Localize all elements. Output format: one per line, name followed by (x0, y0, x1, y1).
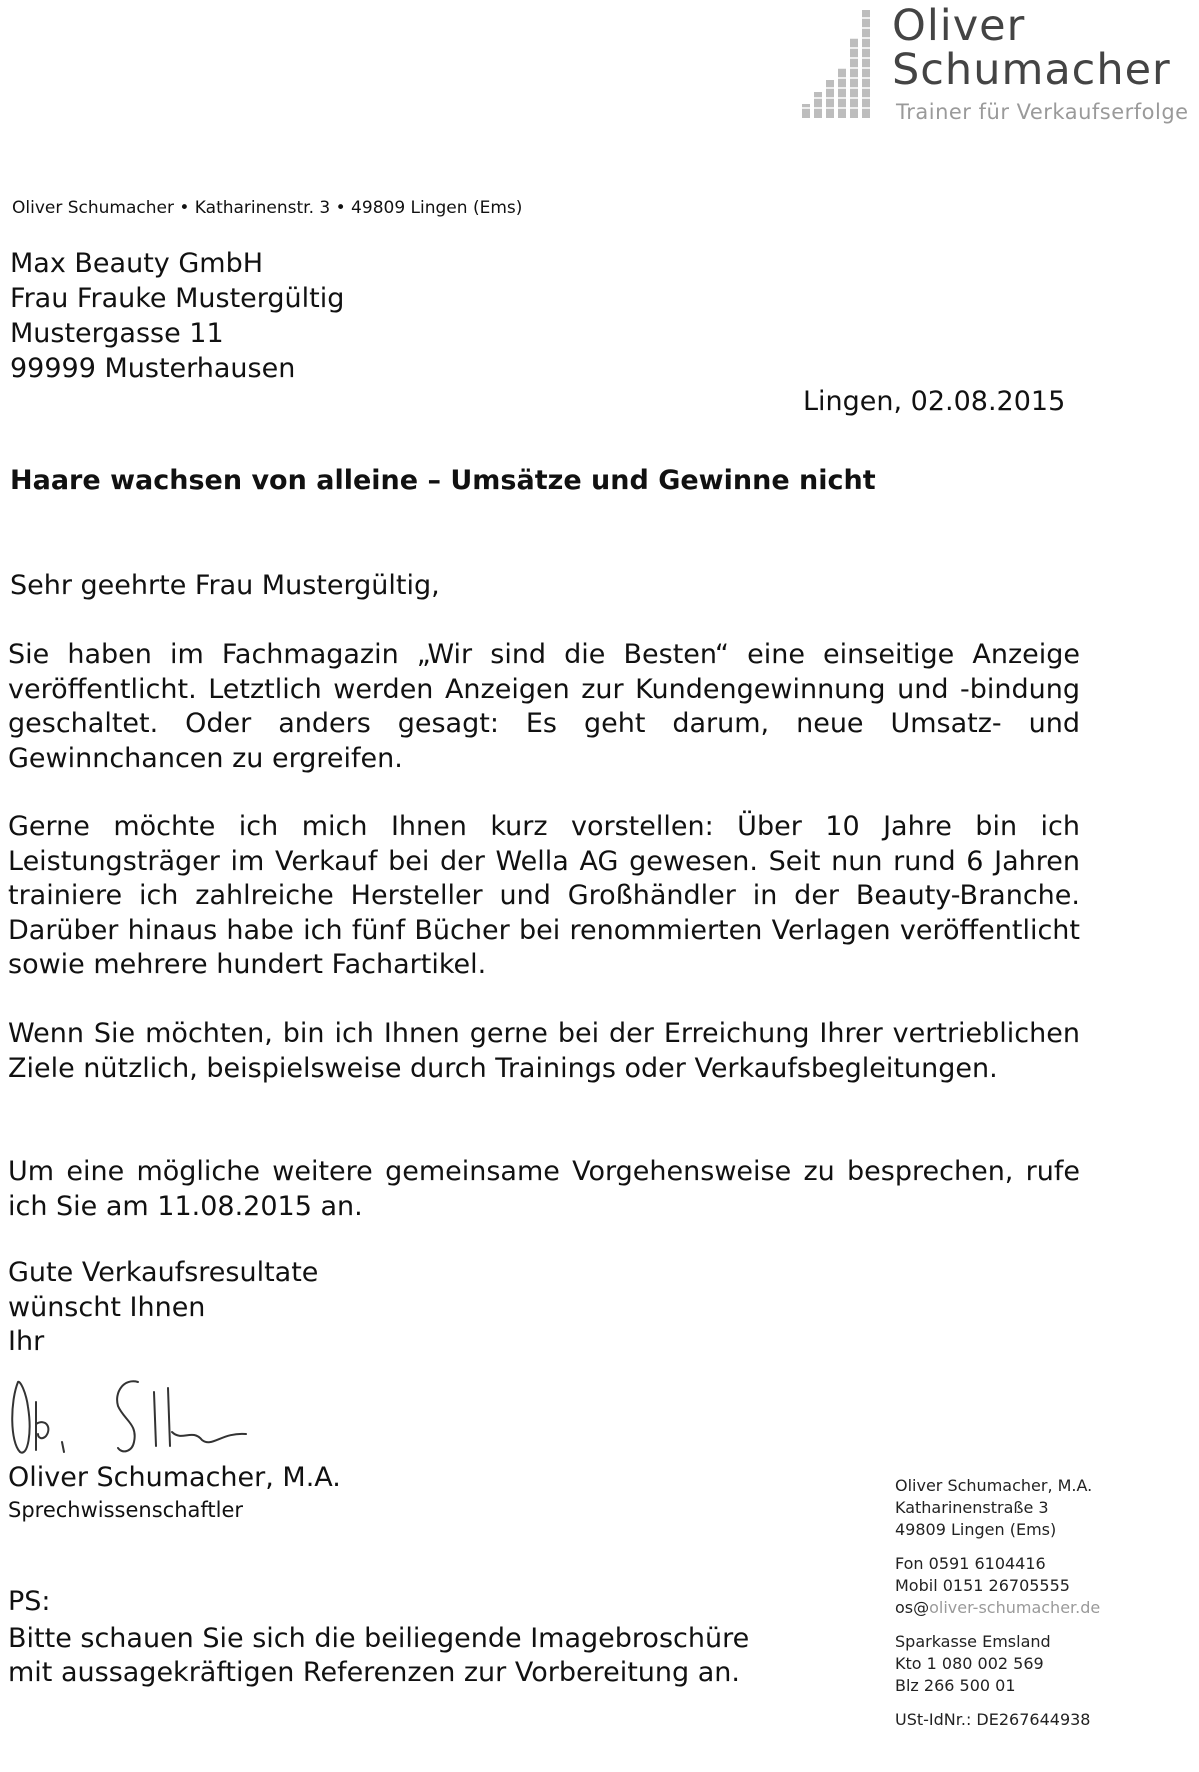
contact-city: 49809 Lingen (Ems) (895, 1520, 1057, 1539)
closing (8, 1256, 318, 1360)
contact-bank-name: Sparkasse Emsland (895, 1632, 1051, 1651)
ps-text (8, 1622, 749, 1690)
body-paragraph: Sie haben im Fachmagazin „Wir sind die Besten“ eine einseitige Anzeige veröffentlicht. Letztlich werden Anzeigen zur Kundengewinnung und -bindung geschaltet. Oder anders gesagt: Es geht darum, neue Umsatz- und Gewinnchancen zu ergreifen. (8, 639, 1080, 774)
recipient-address (10, 246, 344, 386)
signer-name: Oliver Schumacher, M.A. (8, 1462, 341, 1493)
logo-name (892, 1, 1171, 95)
body-paragraph: Wenn Sie möchten, bin ich Ihnen gerne bei der Erreichung Ihrer vertrieblichen Ziele nützlich, beispielsweise durch Trainings oder Verkaufsbegleitungen. (8, 1018, 1080, 1084)
contact-email-user: os@ (895, 1598, 930, 1617)
logo-tagline: Trainer für Verkaufserfolge (896, 100, 1189, 124)
closing-line: Gute Verkaufsresultate (8, 1257, 319, 1288)
handwritten-signature (6, 1362, 256, 1462)
letter-subject: Haare wachsen von alleine – Umsätze und Gewinne nicht (10, 465, 876, 496)
body-paragraph: Gerne möchte ich mich Ihnen kurz vorstellen: Über 10 Jahre bin ich Leistungsträger im Verkauf bei der Wella AG gewesen. Seit nun rund 6 Jahren trainiere ich zahlreiche Hersteller und Großhändler in der Beauty-Branche. Darüber hinaus habe ich fünf Bücher bei renommierten Verlagen veröffentlicht sowie mehrere hundert Fachartikel. (8, 811, 1080, 980)
signer-title: Sprechwissenschaftler (8, 1498, 244, 1522)
logo-bars-graphic (800, 8, 876, 120)
ps-label: PS: (8, 1586, 51, 1617)
recipient-company: Max Beauty GmbH (10, 248, 264, 279)
recipient-person: Frau Frauke Mustergültig (10, 283, 345, 314)
contact-mobile: Mobil 0151 26705555 (895, 1576, 1070, 1595)
contact-email[interactable] (895, 1597, 1100, 1619)
contact-bank (895, 1631, 1100, 1697)
contact-communication (895, 1553, 1100, 1619)
contact-account: Kto 1 080 002 569 (895, 1654, 1044, 1673)
body-paragraph: Um eine mögliche weitere gemeinsame Vorgehensweise zu besprechen, rufe ich Sie am 11.08.2015 an. (8, 1156, 1080, 1222)
recipient-city: 99999 Musterhausen (10, 353, 296, 384)
logo-name-last: Schumacher (892, 45, 1171, 95)
contact-vat: USt-IdNr.: DE267644938 (895, 1710, 1091, 1729)
ps-line: Bitte schauen Sie sich die beiliegende Imagebroschüre (8, 1623, 750, 1654)
contact-address (895, 1475, 1100, 1541)
contact-blz: Blz 266 500 01 (895, 1676, 1016, 1695)
recipient-street: Mustergasse 11 (10, 318, 224, 349)
contact-street: Katharinenstraße 3 (895, 1498, 1049, 1517)
ps-line: mit aussagekräftigen Referenzen zur Vorbereitung an. (8, 1657, 740, 1688)
letter-date: Lingen, 02.08.2015 (803, 386, 1066, 417)
contact-email-domain: oliver-schumacher.de (929, 1598, 1101, 1617)
salutation: Sehr geehrte Frau Mustergültig, (10, 570, 440, 601)
contact-tax (895, 1709, 1100, 1731)
closing-line: Ihr (8, 1326, 45, 1357)
sender-address-line: Oliver Schumacher • Katharinenstr. 3 • 49809 Lingen (Ems) (12, 198, 523, 218)
contact-name: Oliver Schumacher, M.A. (895, 1476, 1093, 1495)
contact-phone: Fon 0591 6104416 (895, 1554, 1046, 1573)
logo-name-first: Oliver (892, 1, 1026, 51)
contact-block (895, 1475, 1100, 1743)
closing-line: wünscht Ihnen (8, 1291, 206, 1323)
